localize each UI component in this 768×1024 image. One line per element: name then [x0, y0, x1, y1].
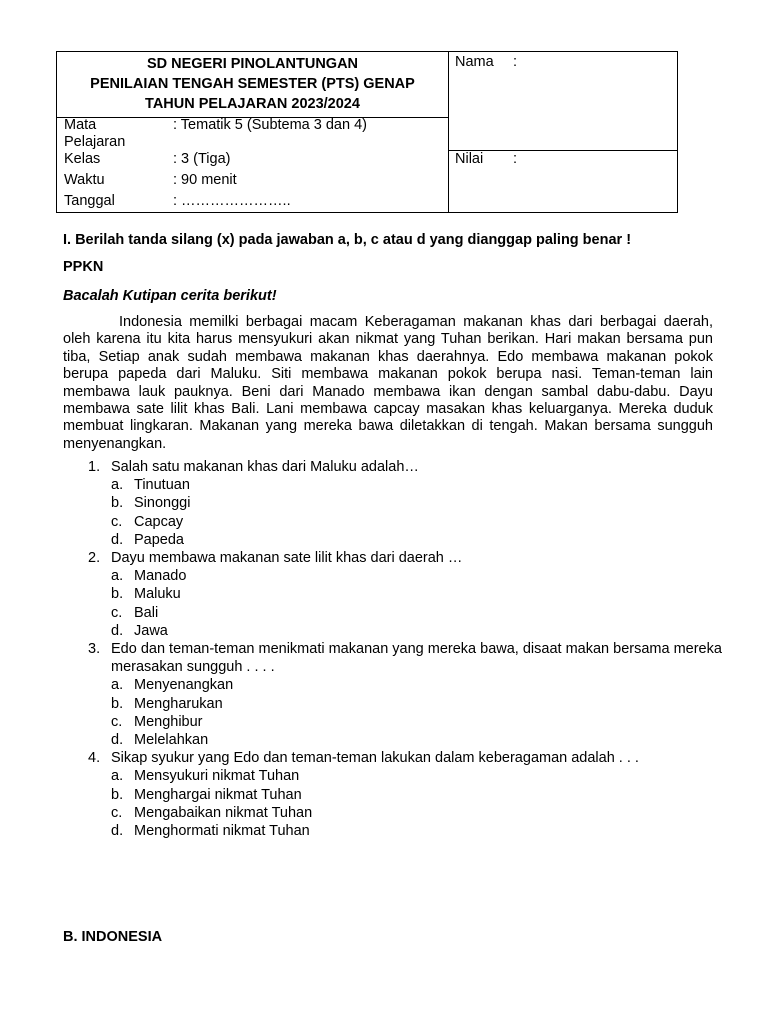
subject-label-line2: Pelajaran	[64, 134, 126, 150]
question-number: 1.	[88, 459, 101, 475]
option-letter: c.	[111, 713, 123, 730]
time-label: Waktu	[64, 172, 105, 188]
subject-label-line1: Mata	[64, 117, 97, 133]
table-divider	[448, 52, 449, 212]
option-letter: c.	[111, 804, 123, 821]
option-letter: c.	[111, 513, 123, 530]
option-letter: d.	[111, 531, 124, 548]
option-letter: b.	[111, 695, 124, 712]
question	[88, 458, 728, 476]
answer-option[interactable]	[111, 731, 728, 749]
option-text: Tinutuan	[134, 477, 190, 494]
answer-option[interactable]	[111, 767, 728, 785]
option-text: Melelahkan	[134, 732, 209, 749]
answer-option[interactable]	[111, 786, 728, 804]
option-letter: a.	[111, 768, 124, 785]
exam-title: PENILAIAN TENGAH SEMESTER (PTS) GENAP	[90, 76, 415, 92]
answer-option[interactable]	[111, 604, 728, 622]
school-heading	[57, 54, 448, 114]
option-text: Menyenangkan	[134, 677, 234, 694]
answer-option[interactable]	[111, 695, 728, 713]
answer-option[interactable]	[111, 622, 728, 640]
section-title: PPKN	[63, 259, 104, 275]
option-letter: b.	[111, 495, 124, 512]
date-value: : …………………..	[173, 193, 291, 209]
answer-option[interactable]	[111, 804, 728, 822]
option-text: Jawa	[134, 622, 168, 639]
score-colon: :	[513, 151, 518, 167]
date-label: Tanggal	[64, 193, 115, 209]
school-year: TAHUN PELAJARAN 2023/2024	[145, 96, 360, 112]
question-number: 2.	[88, 550, 101, 567]
question-text: Edo dan teman-teman menikmati makanan yang mereka bawa, disaat makan bersama mereka merasakan sungguh . . . .	[111, 641, 722, 676]
answer-option[interactable]	[111, 513, 728, 531]
option-letter: d.	[111, 823, 124, 840]
name-field[interactable]	[455, 54, 518, 70]
answer-option[interactable]	[111, 585, 728, 603]
answer-option[interactable]	[111, 567, 728, 585]
option-letter: c.	[111, 604, 123, 621]
answer-option[interactable]	[111, 676, 728, 694]
option-text: Maluku	[134, 586, 181, 603]
question-text: Sikap syukur yang Edo dan teman-teman lakukan dalam keberagaman adalah . . .	[111, 750, 639, 767]
option-letter: d.	[111, 622, 124, 639]
option-letter: b.	[111, 786, 124, 803]
option-text: Manado	[134, 568, 187, 585]
story-title: Bacalah Kutipan cerita berikut!	[63, 288, 277, 304]
option-text: Papeda	[134, 531, 184, 548]
option-text: Menghibur	[134, 713, 203, 730]
question-number: 4.	[88, 750, 101, 767]
option-text: Menghargai nikmat Tuhan	[134, 786, 302, 803]
section-b-title: B. INDONESIA	[63, 929, 163, 945]
option-text: Mensyukuri nikmat Tuhan	[134, 768, 300, 785]
option-letter: b.	[111, 586, 124, 603]
score-field[interactable]	[455, 151, 518, 167]
subject-label	[64, 117, 125, 151]
question-text: Salah satu makanan khas dari Maluku adalah…	[111, 459, 419, 475]
question	[88, 549, 728, 567]
class-label: Kelas	[64, 151, 101, 167]
name-colon: :	[513, 54, 518, 70]
option-letter: a.	[111, 568, 124, 585]
question	[88, 749, 728, 767]
score-label: Nilai	[455, 151, 484, 167]
option-text: Mengharukan	[134, 695, 223, 712]
school-name: SD NEGERI PINOLANTUNGAN	[146, 56, 359, 72]
answer-option[interactable]	[111, 822, 728, 840]
story-paragraph: Indonesia memilki berbagai macam Keberagaman makanan khas dari berbagai daerah, oleh karena itu kita harus mensyukuri akan nikmat yang Tuhan berikan. Hari makan bersama pun tiba, Setiap anak sudah membawa makanan khas daerahnya. Edo membawa makanan pokok berupa papeda dari Maluku. Siti membawa makanan pokok berupa nasi. Teman-teman lain membawa lauk pauknya. Beni dari Manado membawa ikan dengan sambal dabu-dabu. Dayu membawa sate lilit khas Bali. Lani membawa capcay masakan khas keluarganya. Mereka duduk membuat lingkaran. Makanan yang mereka bawa diletakkan di tengah. Makan bersama sungguh menyenangkan.	[63, 314, 713, 452]
question-list	[88, 458, 728, 840]
option-text: Menghormati nikmat Tuhan	[134, 823, 310, 840]
name-label: Nama	[455, 54, 494, 70]
instruction: I. Berilah tanda silang (x) pada jawaban a, b, c atau d yang dianggap paling benar !	[63, 232, 632, 248]
option-letter: d.	[111, 732, 124, 749]
option-letter: a.	[111, 477, 124, 494]
option-letter: a.	[111, 677, 124, 694]
option-text: Bali	[134, 604, 159, 621]
class-value: : 3 (Tiga)	[173, 151, 231, 167]
time-value: : 90 menit	[173, 172, 237, 188]
question	[88, 640, 728, 676]
question-number: 3.	[88, 641, 101, 658]
subject-value: : Tematik 5 (Subtema 3 dan 4)	[173, 117, 367, 133]
header-table	[56, 51, 678, 213]
option-text: Sinonggi	[134, 495, 191, 512]
question-text: Dayu membawa makanan sate lilit khas dari daerah …	[111, 550, 463, 567]
answer-option[interactable]	[111, 713, 728, 731]
answer-option[interactable]	[111, 494, 728, 512]
answer-option[interactable]	[111, 476, 728, 494]
option-text: Mengabaikan nikmat Tuhan	[134, 804, 313, 821]
option-text: Capcay	[134, 513, 184, 530]
answer-option[interactable]	[111, 531, 728, 549]
